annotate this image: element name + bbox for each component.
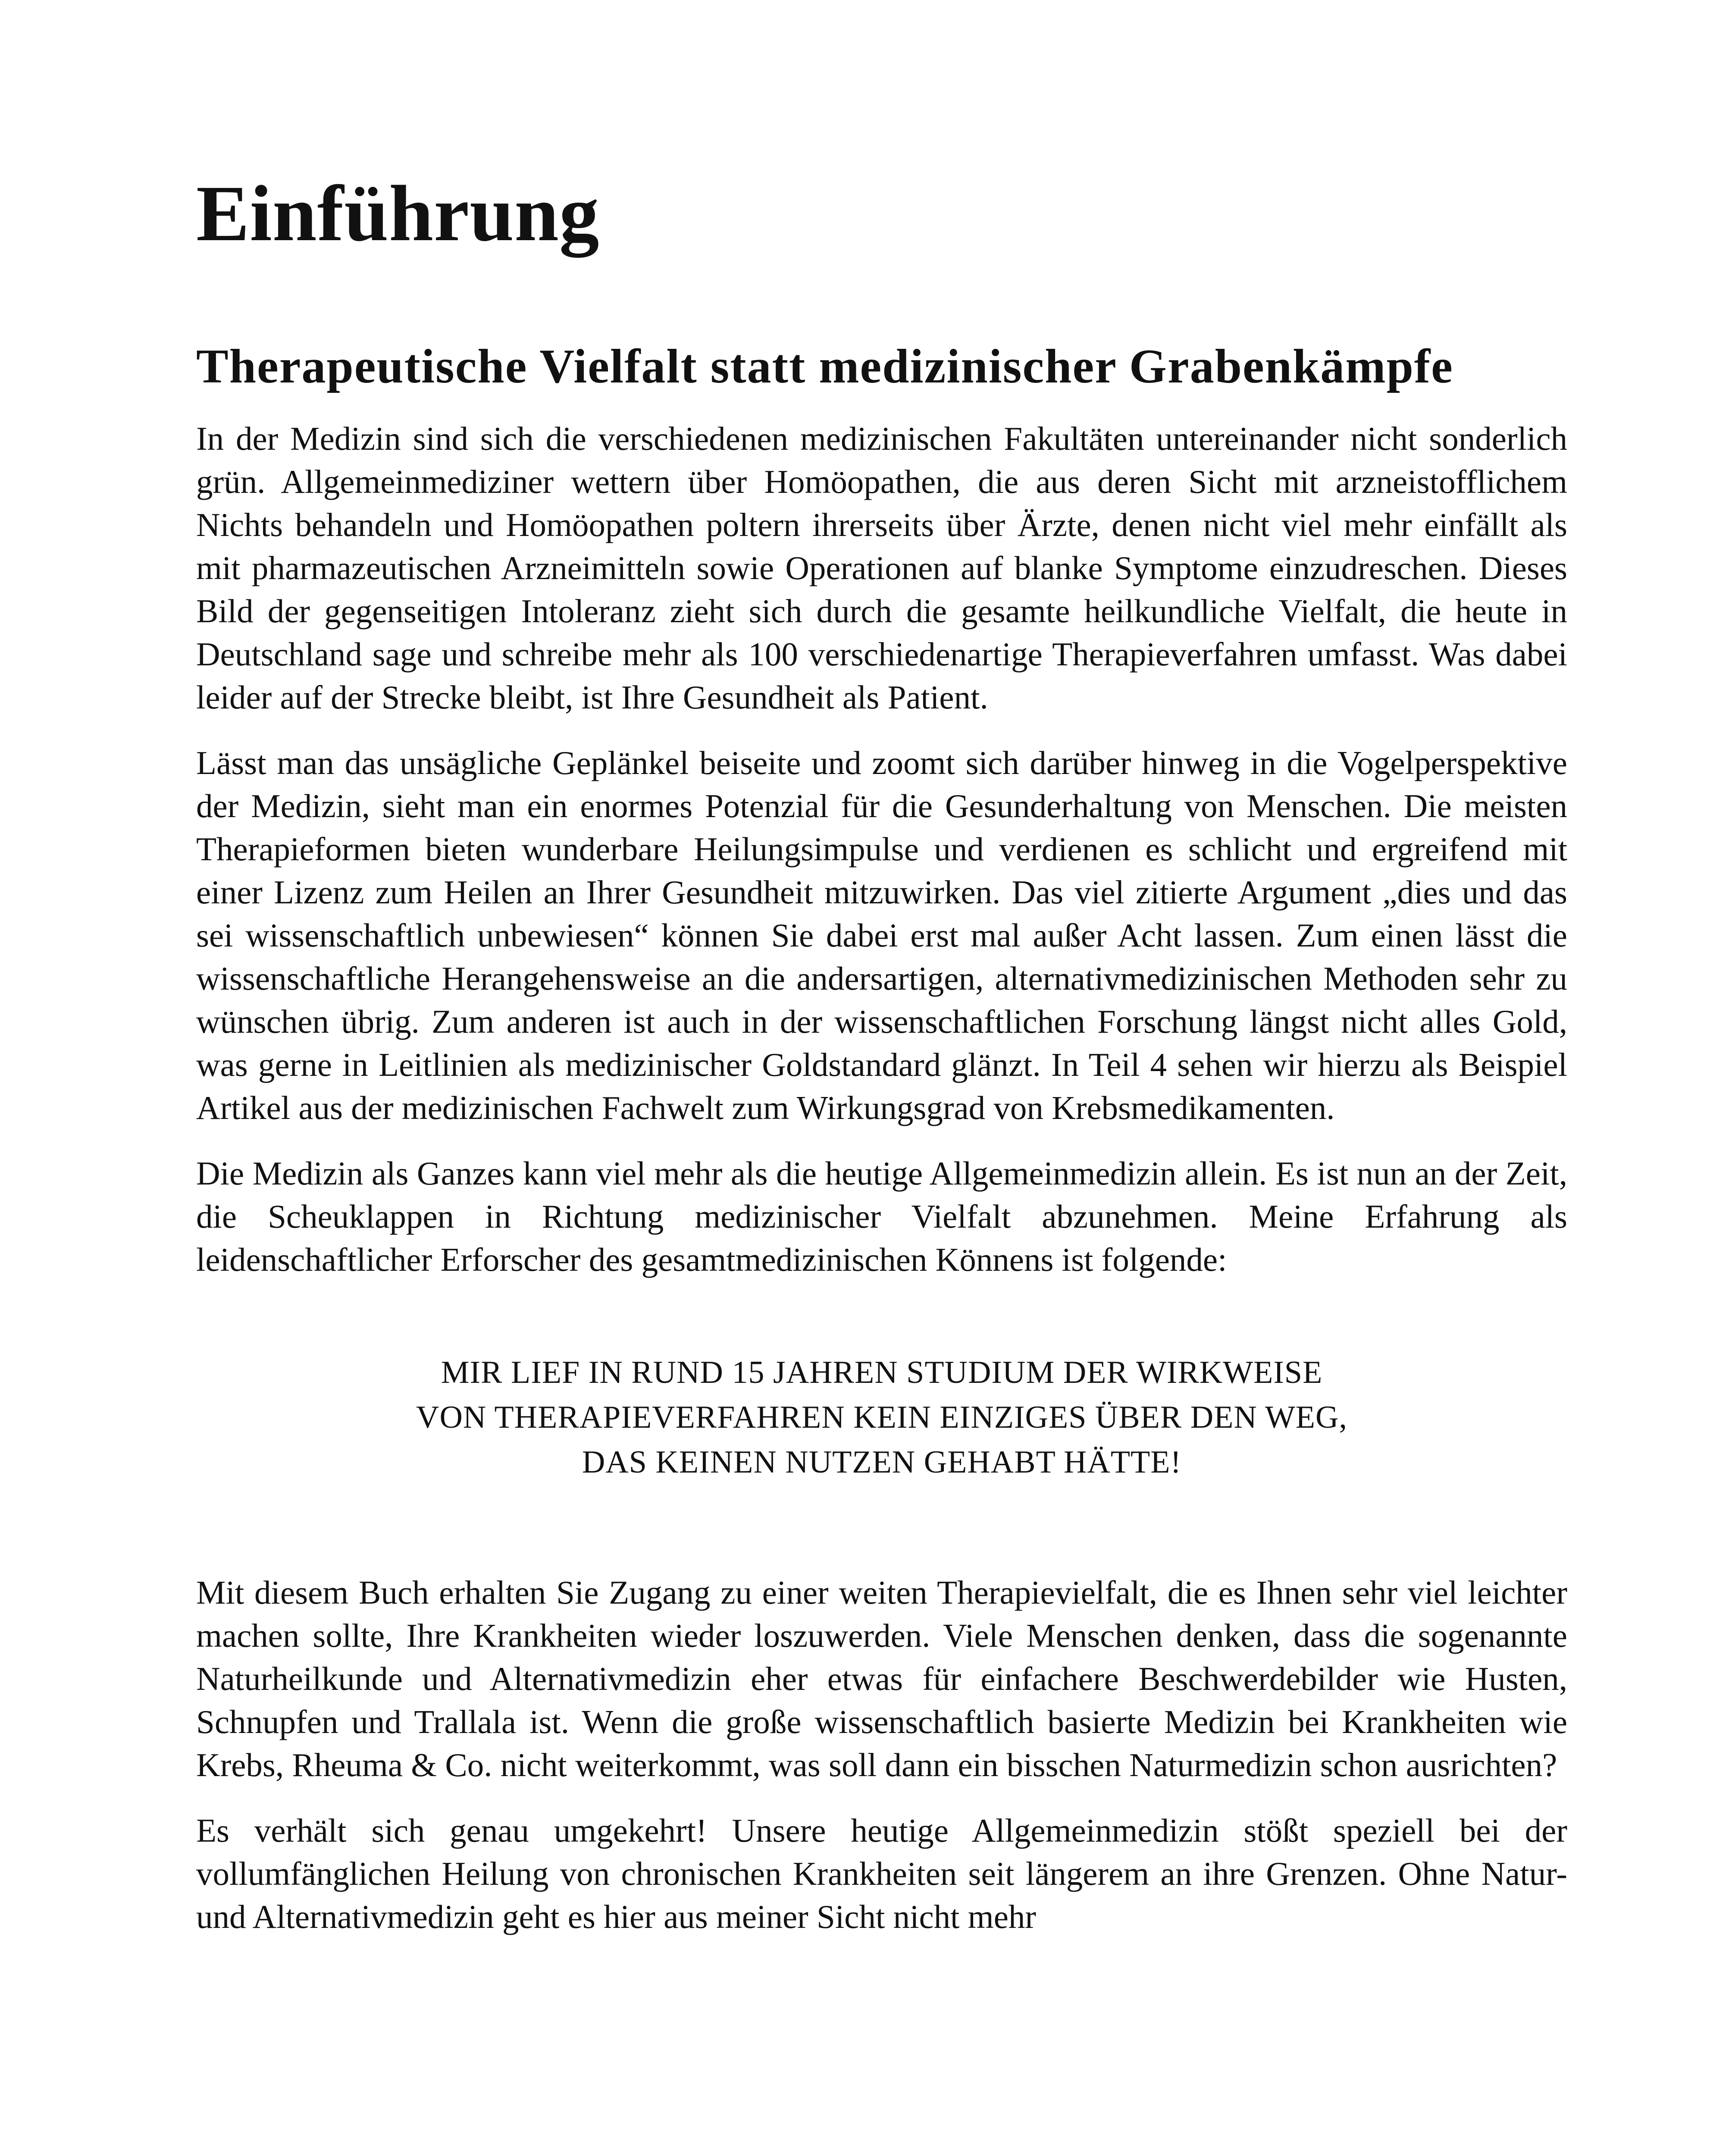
paragraph-4: Mit diesem Buch erhalten Sie Zugang zu einer weiten Therapievielfalt, die es Ihnen sehr viel leichter machen sollte, Ihre Krankheiten wieder loszuwerden. Viele Menschen denken, dass die sogenannte Naturheilkunde und Alternativmedizin eher etwas für einfachere Beschwerdebilder wie Husten, Schnupfen und Trallala ist. Wenn die große wissenschaftlich basierte Medizin bei Krankheiten wie Krebs, Rheuma & Co. nicht weiterkommt, was soll dann ein bisschen Naturmedizin schon ausrichten? xyxy=(196,1574,1567,1784)
quote-line-3: DAS KEINEN NUTZEN GEHABT HÄTTE! xyxy=(582,1445,1182,1480)
page-content xyxy=(196,168,1567,1938)
highlighted-quote xyxy=(196,1350,1567,1485)
paragraph-5: Es verhält sich genau umgekehrt! Unsere heutige Allgemeinmedizin stößt speziell bei der vollumfänglichen Heilung von chronischen Krankheiten seit längerem an ihre Grenzen. Ohne Natur- und Alternativmedizin geht es hier aus meiner Sicht nicht mehr xyxy=(196,1812,1567,1936)
section-heading: Therapeutische Vielfalt statt medizinischer Grabenkämpfe xyxy=(196,339,1453,393)
paragraph-3: Die Medizin als Ganzes kann viel mehr als die heutige Allgemeinmedizin allein. Es ist nun an der Zeit, die Scheuklappen in Richtung medizinischer Vielfalt abzunehmen. Meine Erfahrung als leidenschaftlicher Erforscher des gesamtmedizinischen Könnens ist folgende: xyxy=(196,1155,1567,1279)
quote-line-1: MIR LIEF IN RUND 15 JAHREN STUDIUM DER WIRKWEISE xyxy=(441,1355,1323,1391)
paragraph-2: Lässt man das unsägliche Geplänkel beiseite und zoomt sich darüber hinweg in die Vogelperspektive der Medizin, sieht man ein enormes Potenzial für die Gesunderhaltung von Menschen. Die meisten Therapieformen bieten wunderbare Heilungsimpulse und verdienen es schlicht und ergreifend mit einer Lizenz zum Heilen an Ihrer Gesundheit mitzuwirken. Das viel zitierte Argument „dies und das sei wissenschaftlich unbewiesen“ können Sie dabei erst mal außer Acht lassen. Zum einen lässt die wissenschaftliche Herangehensweise an die andersartigen, alternativmedizinischen Methoden sehr zu wünschen übrig. Zum anderen ist auch in der wissenschaftlichen Forschung längst nicht alles Gold, was gerne in Leitlinien als medizinischer Goldstandard glänzt. In Teil 4 sehen wir hierzu als Beispiel Artikel aus der medizinischen Fachwelt zum Wirkungsgrad von Krebsmedikamenten. xyxy=(196,744,1567,1127)
chapter-heading: Einführung xyxy=(196,169,600,258)
paragraph-1: In der Medizin sind sich die verschiedenen medizinischen Fakultäten untereinander nicht sonderlich grün. Allgemeinmediziner wettern über Homöopathen, die aus deren Sicht mit arzneistofflichem Nichts behandeln und Homöopathen poltern ihrerseits über Ärzte, denen nicht viel mehr einfällt als mit pharmazeutischen Arzneimitteln sowie Operationen auf blanke Symptome einzudreschen. Dieses Bild der gegenseitigen Intoleranz zieht sich durch die gesamte heilkundliche Vielfalt, die heute in Deutschland sage und schreibe mehr als 100 verschiedenartige Therapieverfahren umfasst. Was dabei leider auf der Strecke bleibt, ist Ihre Gesundheit als Patient. xyxy=(196,420,1567,716)
quote-line-2: VON THERAPIEVERFAHREN KEIN EINZIGES ÜBER DEN WEG, xyxy=(416,1400,1347,1435)
